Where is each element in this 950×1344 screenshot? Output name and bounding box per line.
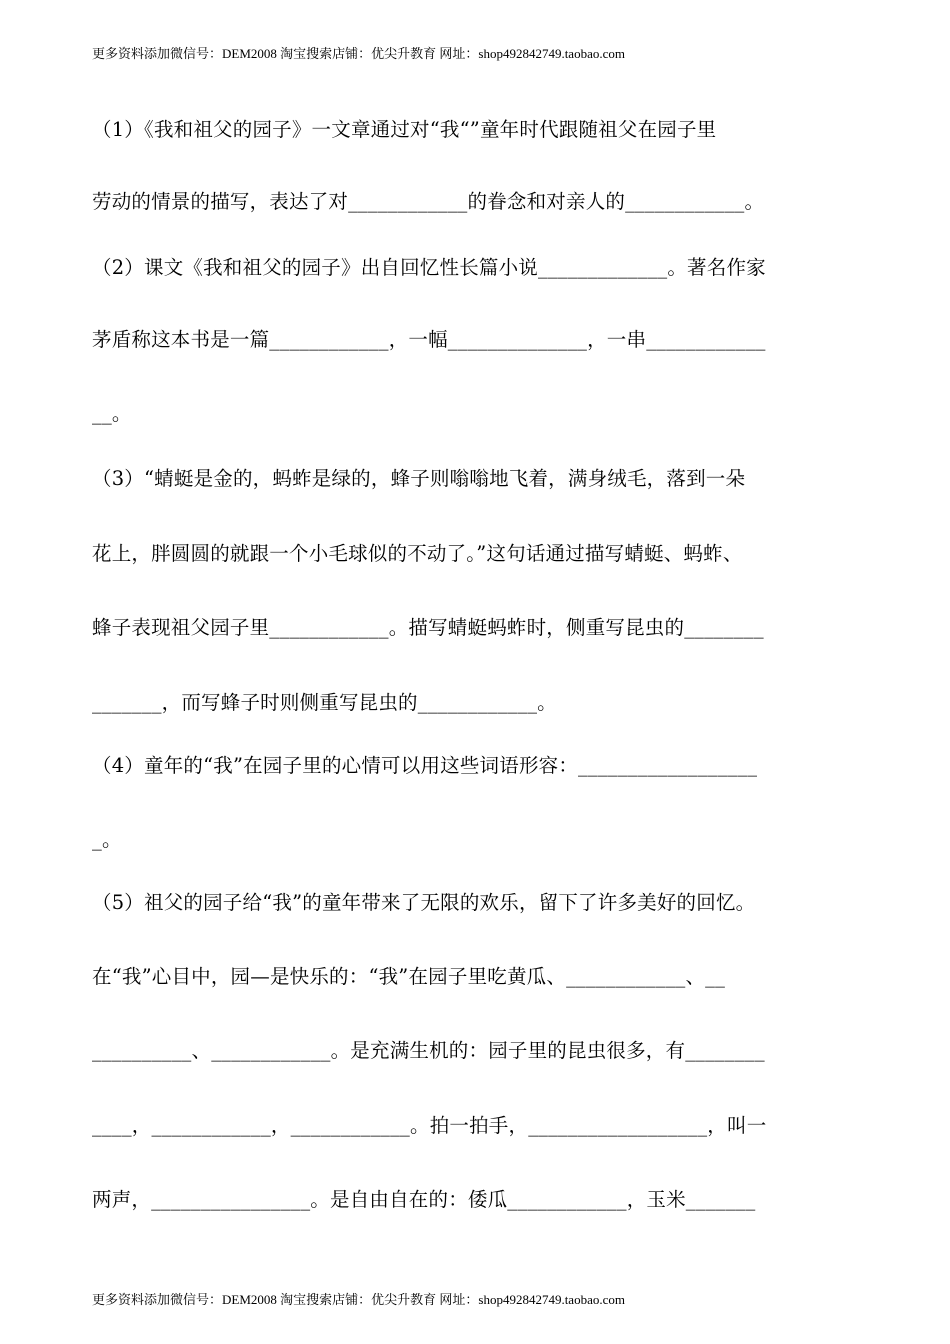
text-line: __________、____________。是充满生机的：园子里的昆虫很多，有________	[92, 1039, 765, 1062]
text-line: 两声，________________。是自由自在的：倭瓜____________，玉米_______	[92, 1188, 756, 1211]
text-line: 花上，胖圆圆的就跟一个小毛球似的不动了。”这句话通过描写蜻蜓、蚂蚱、	[92, 542, 743, 565]
text-line: 蜂子表现祖父园子里____________。描写蜻蜓蚂蚱时，侧重写昆虫的________	[92, 616, 764, 639]
text-line: _。	[92, 828, 122, 851]
text-line: （3）“蜻蜓是金的，蚂蚱是绿的，蜂子则嗡嗡地飞着，满身绒毛，落到一朵	[92, 467, 746, 490]
text-line: __。	[92, 402, 132, 425]
text-line: ____，____________，____________。拍一拍手，__________________，叫一	[92, 1114, 767, 1137]
text-line: 劳动的情景的描写，表达了对____________的眷念和对亲人的____________。	[92, 190, 765, 213]
text-line: （1）《我和祖父的园子》一文章通过对“我“”童年时代跟随祖父在园子里	[92, 118, 717, 141]
text-line: 在“我”心目中，园—是快乐的：“我”在园子里吃黄瓜、____________、__	[92, 965, 726, 988]
text-line: （4）童年的“我”在园子里的心情可以用这些词语形容：__________________	[92, 754, 758, 777]
page-header: 更多资料添加微信号：DEM2008 淘宝搜索店铺：优尖升教育 网址：shop492842749.taobao.com	[92, 46, 625, 61]
text-line: （5）祖父的园子给“我”的童年带来了无限的欢乐，留下了许多美好的回忆。	[92, 891, 756, 914]
text-line: 茅盾称这本书是一篇____________，一幅______________，一串____________	[92, 328, 766, 351]
page-footer: 更多资料添加微信号：DEM2008 淘宝搜索店铺：优尖升教育 网址：shop492842749.taobao.com	[92, 1292, 625, 1307]
text-line: _______，而写蜂子时则侧重写昆虫的____________。	[92, 691, 557, 714]
text-line: （2）课文《我和祖父的园子》出自回忆性长篇小说_____________。著名作家	[92, 256, 766, 279]
